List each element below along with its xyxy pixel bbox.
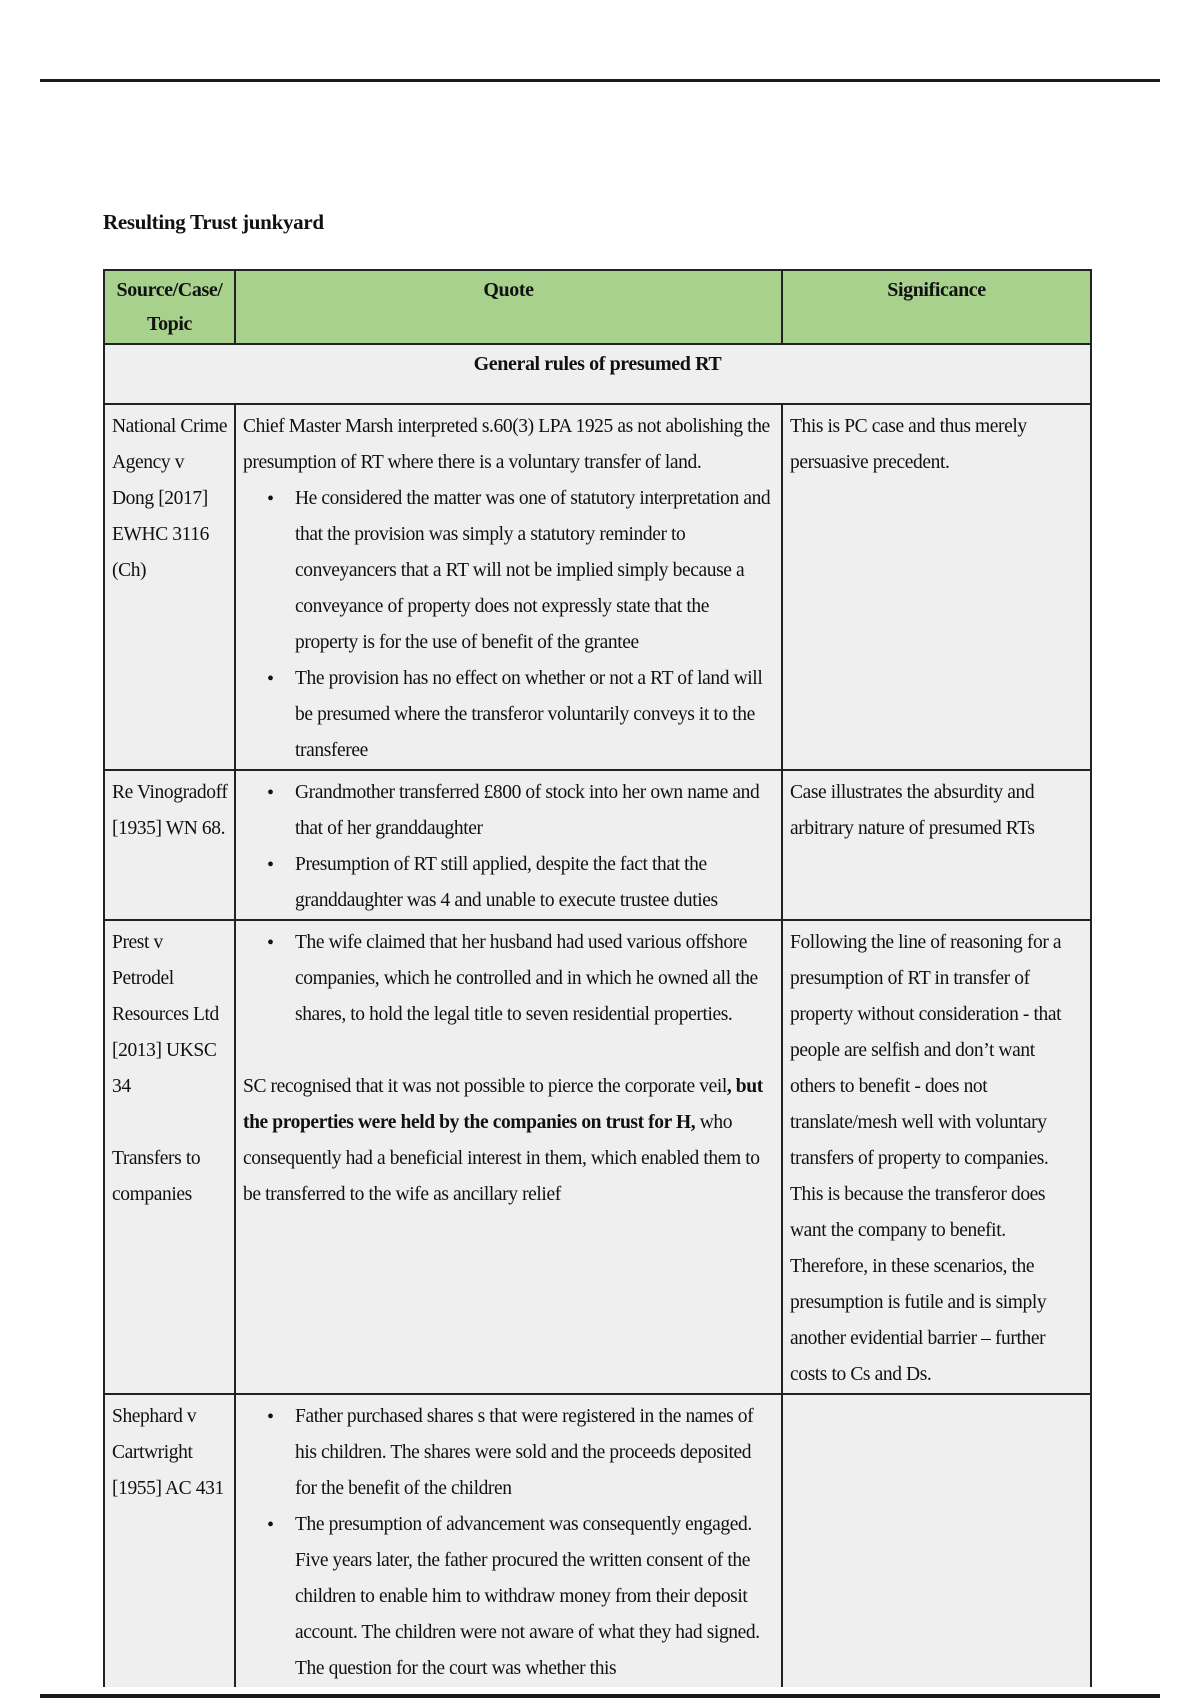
case-name: Shephard v Cartwright [1955] AC 431 bbox=[112, 1406, 224, 1499]
header-source: Source/Case/ Topic bbox=[104, 270, 235, 344]
quote-bullet: • Presumption of RT still applied, despite the fact that the granddaughter was 4 and unable to execute trustee duties bbox=[295, 847, 775, 919]
document-title: Resulting Trust junkyard bbox=[103, 210, 324, 234]
quote-cell bbox=[235, 920, 782, 1394]
quote-intro: Chief Master Marsh interpreted s.60(3) LPA 1925 as not abolishing the presumption of RT where there is a voluntary transfer of land. bbox=[243, 416, 770, 473]
source-cell bbox=[104, 770, 235, 920]
quote-bullet: • He considered the matter was one of statutory interpretation and that the provision was simply a statutory reminder to conveyancers that a RT will not be implied simply because a conveyance of property does not expressly state that the property is for the use of benefit of the grantee bbox=[295, 481, 775, 661]
spacer bbox=[243, 1033, 775, 1069]
bottom-rule bbox=[40, 1694, 1160, 1698]
significance-cell bbox=[782, 770, 1091, 920]
quote-bullet: • The presumption of advancement was consequently engaged. Five years later, the father procured the written consent of the children to enable him to withdraw money from their deposit account. The children were not aware of what they had signed. The question for the court was whether this bbox=[295, 1507, 775, 1687]
table-row bbox=[104, 1394, 1091, 1687]
spacer bbox=[112, 1105, 228, 1141]
header-quote: Quote bbox=[235, 270, 782, 344]
source-cell bbox=[104, 404, 235, 770]
table-row bbox=[104, 920, 1091, 1394]
header-significance: Significance bbox=[782, 270, 1091, 344]
quote-bullet: • The wife claimed that her husband had used various offshore companies, which he controlled and in which he owned all the shares, to hold the legal title to seven residential properties. bbox=[295, 925, 775, 1033]
significance-cell bbox=[782, 404, 1091, 770]
section-heading: General rules of presumed RT bbox=[104, 344, 1091, 404]
case-name: Re Vinogradoff [1935] WN 68. bbox=[112, 782, 228, 839]
quote-bullet-list bbox=[243, 481, 775, 769]
table-row bbox=[104, 404, 1091, 770]
quote-bullet: • The provision has no effect on whether or not a RT of land will be presumed where the transferor voluntarily conveys it to the transferee bbox=[295, 661, 775, 769]
quote-bullet-list bbox=[243, 1399, 775, 1687]
quote-cell bbox=[235, 404, 782, 770]
quote-bullet: • Grandmother transferred £800 of stock into her own name and that of her granddaughter bbox=[295, 775, 775, 847]
quote-cell bbox=[235, 1394, 782, 1687]
source-topic: Transfers to companies bbox=[112, 1148, 201, 1205]
quote-text: SC recognised that it was not possible to pierce the corporate veil bbox=[243, 1076, 727, 1097]
significance-text: Following the line of reasoning for a presumption of RT in transfer of property without consideration - that people are selfish and don’t want others to benefit - does not translate/mesh well with voluntary transfers of property to companies. This is because the transferor does want the company to benefit. Therefore, in these scenarios, the presumption is futile and is simply another evidential barrier – further costs to Cs and Ds. bbox=[790, 932, 1062, 1385]
quote-cell bbox=[235, 770, 782, 920]
top-rule bbox=[40, 79, 1160, 82]
section-row bbox=[104, 344, 1091, 404]
source-cell bbox=[104, 1394, 235, 1687]
quote-bullet: • Father purchased shares s that were registered in the names of his children. The shares were sold and the proceeds deposited for the benefit of the children bbox=[295, 1399, 775, 1507]
quote-bullet-list bbox=[243, 775, 775, 919]
significance-cell bbox=[782, 920, 1091, 1394]
quote-bold-text: , but the properties were held by the companies on trust for H, bbox=[243, 1076, 763, 1133]
case-table-wrapper bbox=[103, 269, 1090, 1679]
table-row bbox=[104, 770, 1091, 920]
significance-cell bbox=[782, 1394, 1091, 1687]
table-header-row bbox=[104, 270, 1091, 344]
case-table bbox=[103, 269, 1092, 1687]
significance-text: This is PC case and thus merely persuasive precedent. bbox=[790, 416, 1027, 473]
source-cell bbox=[104, 920, 235, 1394]
quote-paragraph bbox=[243, 1069, 775, 1213]
case-name: Prest v Petrodel Resources Ltd [2013] UKSC 34 bbox=[112, 932, 219, 1097]
case-name: National Crime Agency v Dong [2017] EWHC 3116 (Ch) bbox=[112, 416, 228, 581]
significance-text: Case illustrates the absurdity and arbitrary nature of presumed RTs bbox=[790, 782, 1035, 839]
quote-bullet-list bbox=[243, 925, 775, 1033]
quote-text: who consequently had a beneficial interest in them, which enabled them to be transferred to the wife as ancillary relief bbox=[243, 1112, 760, 1205]
